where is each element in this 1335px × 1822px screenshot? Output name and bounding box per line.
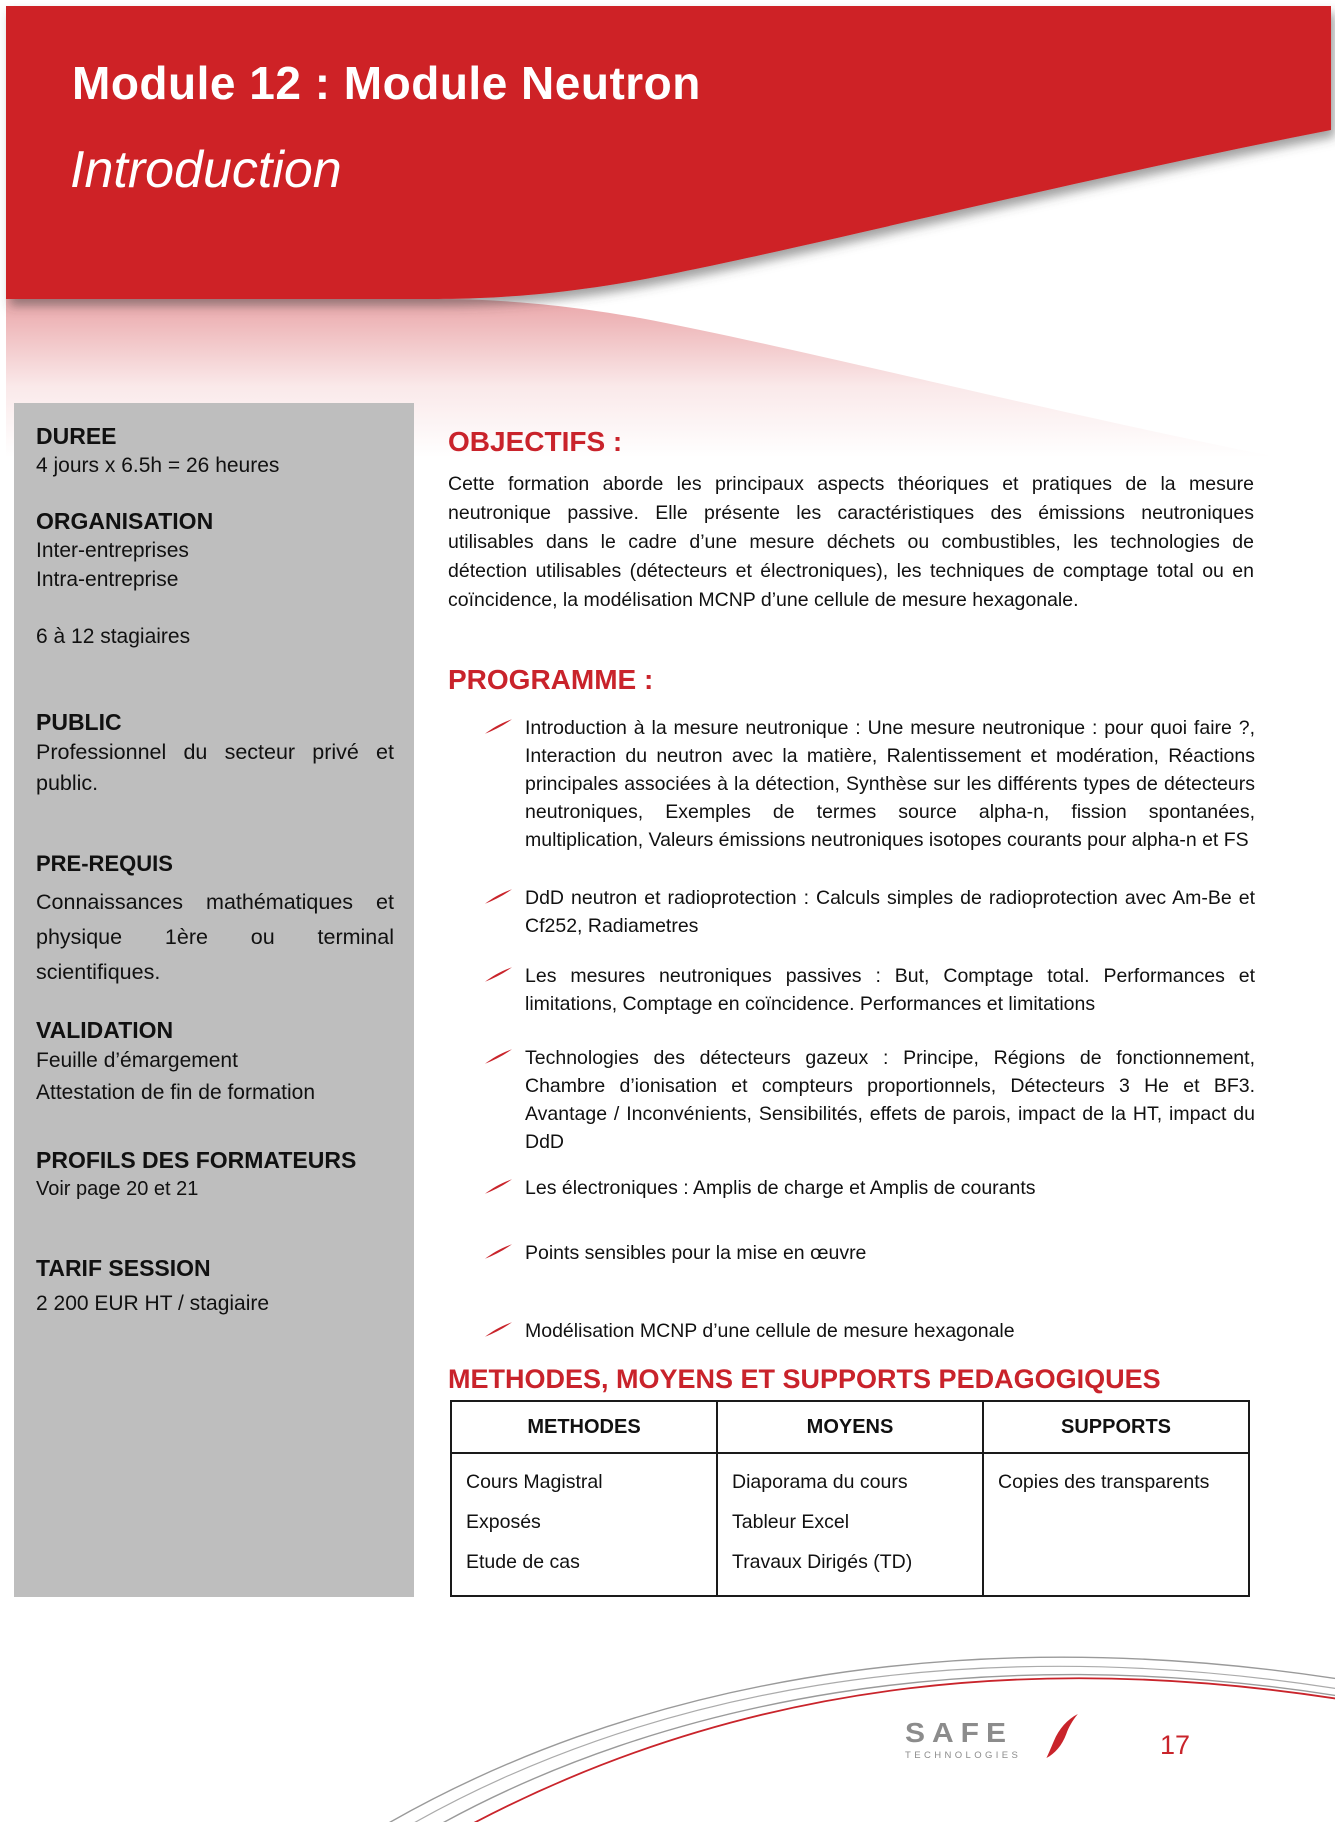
- programme-item-text: Technologies des détecteurs gazeux : Principe, Régions de fonctionnement, Chambre d’ionisation et compteurs proportionnels, Détecteurs 3 He et BF3. Avantage / Inconvénients, Sensibilités, effets de parois, impact de la HT, impact du DdD: [525, 1047, 1255, 1153]
- table-cell-line: Tableur Excel: [732, 1511, 850, 1533]
- sidebar-organisation-line: Intra-entreprise: [36, 568, 179, 591]
- programme-item: [485, 714, 1255, 854]
- swoosh-bullet-icon: [485, 967, 512, 982]
- sidebar-heading-profils: PROFILS DES FORMATEURS: [36, 1147, 357, 1173]
- programme-item: [485, 1044, 1255, 1156]
- sidebar-validation-line: Feuille d’émargement: [36, 1049, 238, 1072]
- sidebar-heading-organisation: ORGANISATION: [36, 508, 214, 534]
- sidebar-heading-duree: DUREE: [36, 423, 117, 449]
- sidebar-public-text: Professionnel du secteur privé et public.: [36, 740, 394, 795]
- table-cell-line: Exposés: [466, 1511, 541, 1533]
- programme-item-text: Introduction à la mesure neutronique : Une mesure neutronique : pour quoi faire ?, Interaction du neutron avec la matière, Ralentissement et modération, Réactions principales associées à la détection, Synthèse sur les différents types de détecteurs neutroniques, Exemples de termes source alpha-n, fission spontanées, multiplication, Valeurs émissions neutroniques isotopes courants pour alpha-n et FS: [525, 717, 1255, 851]
- table-cell-line: Cours Magistral: [466, 1471, 603, 1493]
- sidebar-organisation-line: Inter-entreprises: [36, 539, 189, 562]
- table-column-moyens: [718, 1402, 984, 1595]
- table-cell-line: Etude de cas: [466, 1551, 580, 1573]
- logo-text: SAFE: [905, 1718, 1014, 1749]
- sidebar-prerequis-text: Connaissances mathématiques et physique 1ère ou terminal scientifiques.: [36, 890, 394, 984]
- swoosh-bullet-icon: [485, 719, 512, 734]
- module-title: Module 12 : Module Neutron: [72, 57, 701, 109]
- table-header-cell: METHODES: [452, 1402, 716, 1454]
- table-header-cell: MOYENS: [718, 1402, 982, 1454]
- table-cell-line: Copies des transparents: [998, 1471, 1210, 1493]
- programme-item-text: DdD neutron et radioprotection : Calculs simples de radioprotection avec Am-Be et Cf252, Radiametres: [525, 887, 1255, 937]
- sidebar-heading-public: PUBLIC: [36, 709, 122, 735]
- sidebar-profils-line: Voir page 20 et 21: [36, 1178, 199, 1200]
- logo-subtext: TECHNOLOGIES: [905, 1750, 1022, 1761]
- table-column-supports: [984, 1402, 1248, 1595]
- programme-item-text: Points sensibles pour la mise en œuvre: [525, 1242, 867, 1264]
- pedagogy-table: [450, 1400, 1250, 1597]
- programme-item: [485, 1239, 1255, 1267]
- safe-technologies-logo: [905, 1720, 1105, 1761]
- page-number: 17: [1160, 1730, 1191, 1760]
- module-subtitle: Introduction: [70, 141, 342, 199]
- info-sidebar: [14, 403, 414, 1597]
- sidebar-heading-validation: VALIDATION: [36, 1017, 174, 1043]
- sidebar-heading-tarif: TARIF SESSION: [36, 1255, 211, 1281]
- objectifs-body: Cette formation aborde les principaux aspects théoriques et pratiques de la mesure neutronique passive. Elle présente les caractéristiques des émissions neutroniques utilisables dans le cadre d’une mesure déchets ou combustibles, les technologies de détection utilisables (détecteurs et électroniques), les techniques de comptage total ou en coïncidence, la modélisation MCNP d’une cellule de mesure hexagonale.: [448, 473, 1254, 611]
- programme-item: [485, 1174, 1255, 1202]
- objectifs-heading: OBJECTIFS :: [448, 426, 623, 457]
- table-cell-line: Diaporama du cours: [732, 1471, 908, 1493]
- sidebar-capacity: 6 à 12 stagiaires: [36, 625, 191, 648]
- table-column-methodes: [452, 1402, 718, 1595]
- table-body-cell: [718, 1454, 982, 1590]
- swoosh-bullet-icon: [485, 1244, 512, 1259]
- programme-list: [485, 714, 1255, 1345]
- sidebar-tarif-value: 2 200 EUR HT / stagiaire: [36, 1292, 270, 1315]
- swoosh-bullet-icon: [485, 1179, 512, 1194]
- swoosh-bullet-icon: [485, 889, 512, 904]
- table-body-cell: [984, 1454, 1248, 1510]
- programme-item-text: Les mesures neutroniques passives : But, Comptage total. Performances et limitations, Comptage en coïncidence. Performances et limitations: [525, 965, 1255, 1015]
- swoosh-bullet-icon: [485, 1322, 512, 1337]
- table-body-cell: [452, 1454, 716, 1590]
- sidebar-validation-line: Attestation de fin de formation: [36, 1081, 315, 1104]
- sidebar-duree-value: 4 jours x 6.5h = 26 heures: [36, 454, 280, 477]
- footer-arc-lines: [0, 1592, 1335, 1822]
- safe-logo-swoosh-icon: [1040, 1714, 1078, 1758]
- programme-heading: PROGRAMME :: [448, 664, 654, 695]
- programme-item: [485, 1317, 1255, 1345]
- table-header-cell: SUPPORTS: [984, 1402, 1248, 1454]
- programme-item: [485, 962, 1255, 1018]
- programme-item: [485, 884, 1255, 940]
- sidebar-heading-prerequis: PRE-REQUIS: [36, 851, 173, 876]
- methodes-heading: METHODES, MOYENS ET SUPPORTS PEDAGOGIQUES: [448, 1364, 1161, 1394]
- swoosh-bullet-icon: [485, 1049, 512, 1064]
- table-cell-line: Travaux Dirigés (TD): [732, 1551, 913, 1573]
- programme-item-text: Les électroniques : Amplis de charge et Amplis de courants: [525, 1177, 1036, 1199]
- programme-item-text: Modélisation MCNP d’une cellule de mesure hexagonale: [525, 1320, 1015, 1342]
